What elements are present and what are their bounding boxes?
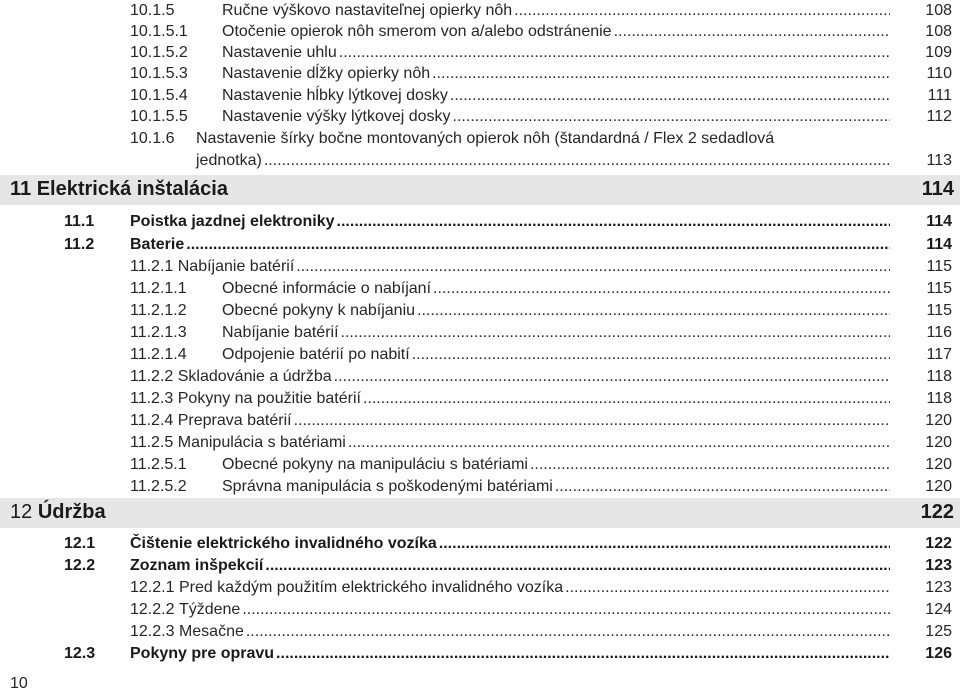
toc-entry-number: 12.1	[64, 535, 96, 552]
toc-leader-dots	[433, 280, 890, 298]
toc-leader-dots	[439, 535, 890, 553]
toc-leader-dots	[186, 236, 890, 254]
toc-leader-dots	[348, 434, 890, 452]
toc-entry-title: Nastavenie uhlu	[222, 44, 337, 61]
toc-entry[interactable]	[130, 258, 892, 276]
toc-entry-number: 11.2.1.2	[130, 302, 187, 319]
toc-entry-number: 11.2.3	[130, 390, 174, 407]
toc-entry[interactable]	[130, 601, 892, 619]
toc-entry-number: 10.1.5.4	[130, 87, 188, 104]
toc-entry-page: 109	[925, 44, 952, 61]
toc-entry[interactable]	[130, 368, 892, 386]
toc-entry-number: 11.2.4	[130, 412, 174, 429]
toc-entry-page: 120	[925, 434, 952, 451]
toc-entry[interactable]	[64, 557, 892, 575]
toc-entry-title: Pred každým použitím elektrického invalidného vozíka	[178, 579, 564, 596]
toc-leader-dots	[337, 213, 890, 231]
toc-entry-number: 10.1.5	[130, 2, 175, 19]
chapter-title: Údržba	[37, 501, 106, 523]
chapter-heading-bar	[0, 498, 960, 528]
toc-entry[interactable]	[130, 456, 892, 474]
toc-entry-page: 115	[926, 302, 952, 319]
toc-entry-number: 11.2.5	[130, 434, 174, 451]
toc-entry-number: 12.2.3	[130, 623, 175, 640]
toc-entry[interactable]	[130, 478, 892, 496]
toc-entry-title: Správna manipulácia s poškodenými batériami	[222, 478, 553, 495]
toc-entry[interactable]	[130, 65, 892, 83]
toc-entry-page: 110	[926, 65, 952, 82]
toc-entry-page: 115	[926, 258, 952, 275]
toc-entry-title: Týždene	[178, 601, 241, 618]
toc-entry-page: 114	[926, 213, 952, 230]
toc-entry-title: Pokyny na použitie batérií	[177, 390, 361, 407]
toc-entry-number: 11.2.1.1	[130, 280, 187, 297]
toc-entry-page: 117	[926, 346, 952, 363]
toc-entry-number: 11.2.5.1	[130, 456, 187, 473]
toc-entry-page: 114	[926, 236, 952, 253]
toc-entry-page: 118	[926, 390, 952, 407]
toc-entry-title: Nabíjanie batérií	[177, 258, 295, 275]
toc-entry-page: 108	[925, 2, 952, 19]
toc-entry-title: Nastavenie výšky lýtkovej dosky	[222, 108, 451, 125]
toc-leader-dots	[453, 108, 890, 126]
toc-entry[interactable]	[130, 2, 892, 20]
toc-entry-page: 126	[925, 645, 952, 662]
toc-entry-number: 10.1.6	[130, 130, 175, 147]
toc-entry-title: Skladovánie a údržba	[177, 368, 332, 385]
toc-entry-number: 12.2.2	[130, 601, 175, 618]
toc-leader-dots	[276, 645, 890, 663]
toc-entry[interactable]	[130, 434, 892, 452]
toc-entry-title: Čištenie elektrického invalidného vozíka	[130, 535, 437, 552]
toc-entry[interactable]	[130, 23, 892, 41]
toc-entry-page: 125	[925, 623, 952, 640]
toc-entry-number: 11.2.1.3	[130, 324, 187, 341]
toc-entry-title: Baterie	[130, 236, 185, 253]
toc-entry-number: 11.2	[64, 236, 95, 253]
toc-leader-dots	[514, 2, 890, 20]
toc-leader-dots	[412, 346, 890, 364]
toc-leader-dots	[363, 390, 890, 408]
toc-entry-page: 120	[925, 456, 952, 473]
toc-entry-number: 11.2.5.2	[130, 478, 187, 495]
toc-leader-dots	[339, 44, 890, 62]
toc-entry[interactable]	[130, 579, 892, 597]
toc-entry-title: Obecné informácie o nabíjaní	[222, 280, 432, 297]
toc-leader-dots	[296, 258, 890, 276]
toc-entry-number: 12.2	[64, 557, 96, 574]
toc-leader-dots	[530, 456, 890, 474]
toc-leader-dots	[341, 324, 890, 342]
toc-entry[interactable]	[64, 645, 892, 663]
toc-entry[interactable]	[130, 44, 892, 62]
chapter-number: 12	[10, 501, 33, 523]
toc-entry[interactable]	[130, 623, 892, 641]
toc-entry-page: 120	[925, 412, 952, 429]
toc-entry-number: 10.1.5.5	[130, 108, 188, 125]
toc-entry-title: Pokyny pre opravu	[130, 645, 275, 662]
toc-entry-title: Nastavenie hĺbky lýtkovej dosky	[222, 87, 448, 104]
toc-entry-number: 11.2.1	[130, 258, 174, 275]
toc-entry[interactable]	[130, 324, 892, 342]
toc-entry-title: Zoznam inšpekcií	[130, 557, 264, 574]
toc-entry-title: Manipulácia s batériami	[177, 434, 346, 451]
toc-entry-page: 122	[925, 535, 952, 552]
chapter-number: 11	[10, 178, 32, 200]
toc-leader-dots	[246, 623, 890, 641]
toc-entry-continuation	[196, 152, 892, 170]
toc-entry-title: Otočenie opierok nôh smerom von a/alebo odstránenie	[222, 23, 612, 40]
toc-entry-page: 111	[927, 87, 952, 104]
toc-leader-dots	[450, 87, 890, 105]
toc-entry-title: Obecné pokyny na manipuláciu s batériami	[222, 456, 528, 473]
toc-entry-title: Obecné pokyny k nabíjaniu	[222, 302, 416, 319]
toc-entry-title: Mesačne	[178, 623, 244, 640]
toc-entry-number: 11.1	[64, 213, 95, 230]
toc-entry[interactable]	[130, 302, 892, 320]
page-number: 10	[10, 675, 28, 692]
toc-entry-number: 11.2.2	[130, 368, 174, 385]
toc-entry-page: 123	[925, 579, 952, 596]
toc-entry-title-continued: jednotka)	[196, 152, 262, 169]
toc-entry-number: 10.1.5.3	[130, 65, 188, 82]
toc-entry[interactable]	[64, 535, 892, 553]
toc-entry[interactable]	[130, 280, 892, 298]
toc-entry-title: Poistka jazdnej elektroniky	[130, 213, 335, 230]
toc-leader-dots	[565, 579, 890, 597]
toc-entry[interactable]	[64, 213, 892, 231]
toc-leader-dots	[294, 412, 890, 430]
toc-leader-dots	[264, 152, 890, 170]
toc-entry-number: 12.3	[64, 645, 96, 662]
toc-entry-title: Preprava batérií	[177, 412, 292, 429]
toc-leader-dots	[417, 302, 890, 320]
toc-entry[interactable]	[130, 87, 892, 105]
toc-entry-number: 10.1.5.1	[130, 23, 188, 40]
toc-entry[interactable]	[130, 346, 892, 364]
chapter-heading[interactable]	[10, 178, 228, 201]
toc-entry-title: Odpojenie batérií po nabití	[222, 346, 410, 363]
toc-leader-dots	[555, 478, 890, 496]
toc-entry-page: 120	[925, 478, 952, 495]
toc-leader-dots	[614, 23, 890, 41]
toc-entry-page: 124	[925, 601, 952, 618]
toc-entry-page: 123	[925, 557, 952, 574]
toc-entry-page: 112	[926, 108, 952, 125]
toc-entry-title: Nastavenie dĺžky opierky nôh	[222, 65, 431, 82]
toc-entry[interactable]	[64, 236, 892, 254]
chapter-page: 114	[921, 178, 954, 200]
chapter-heading[interactable]	[10, 501, 106, 524]
chapter-title: Elektrická inštalácia	[36, 178, 228, 200]
toc-entry[interactable]	[130, 390, 892, 408]
toc-entry-number: 11.2.1.4	[130, 346, 187, 363]
toc-leader-dots	[432, 65, 890, 83]
toc-entry-page: 115	[926, 280, 952, 297]
toc-leader-dots	[242, 601, 890, 619]
toc-leader-dots	[265, 557, 890, 575]
toc-entry-number: 10.1.5.2	[130, 44, 188, 61]
toc-entry[interactable]	[130, 130, 930, 148]
toc-entry-page: 113	[926, 152, 952, 169]
chapter-page: 122	[920, 501, 954, 523]
toc-leader-dots	[334, 368, 890, 386]
toc-entry-page: 116	[926, 324, 952, 341]
toc-entry-title: Nabíjanie batérií	[222, 324, 339, 341]
toc-entry[interactable]	[130, 108, 892, 126]
toc-entry-title: Nastavenie šírky bočne montovaných opierok nôh (štandardná / Flex 2 sedadlová	[196, 130, 775, 147]
toc-entry-number: 12.2.1	[130, 579, 175, 596]
toc-entry-page: 108	[925, 23, 952, 40]
toc-entry-page: 118	[926, 368, 952, 385]
toc-entry-title: Ručne výškovo nastaviteľnej opierky nôh	[222, 2, 513, 19]
toc-entry[interactable]	[130, 412, 892, 430]
